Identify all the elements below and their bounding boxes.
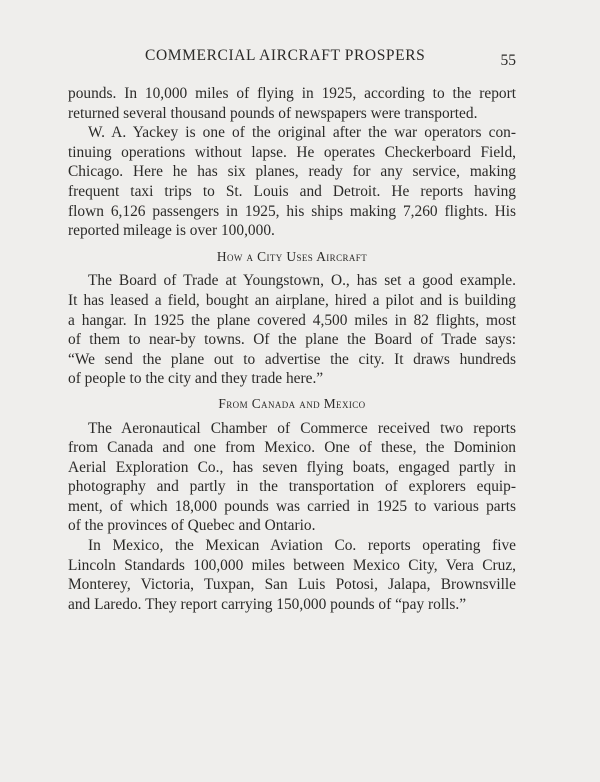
running-head [68, 47, 516, 69]
text-line: tinuing operations without lapse. He operates Checkerboard Field, [68, 143, 516, 161]
text-line: Chicago. Here he has six planes, ready for any service, making [68, 163, 516, 181]
text-line: of them to near-by towns. Of the plane the Board of Trade says: [68, 331, 516, 349]
text-line: Aerial Exploration Co., has seven flying boats, engaged partly in [68, 458, 516, 476]
text-line: frequent taxi trips to St. Louis and Detroit. He reports having [68, 182, 516, 200]
text-line: from Canada and one from Mexico. One of these, the Dominion [68, 439, 516, 457]
text-line: Monterey, Victoria, Tuxpan, San Luis Potosi, Jalapa, Brownsville [68, 576, 516, 594]
text-line: The Aeronautical Chamber of Commerce received two reports [88, 419, 516, 437]
text-line: photography and partly in the transportation of explorers equip- [68, 478, 516, 496]
text-line: and Laredo. They report carrying 150,000 pounds of “pay rolls.” [68, 595, 467, 613]
text-line: The Board of Trade at Youngstown, O., has set a good example. [88, 272, 516, 290]
section-heading: From Canada and Mexico [218, 395, 366, 411]
text-line: returned several thousand pounds of newspapers were transported. [68, 104, 478, 122]
text-line: a hangar. In 1925 the plane covered 4,500 miles in 82 flights, most [68, 311, 516, 329]
text-line: flown 6,126 passengers in 1925, his ships making 7,260 flights. His [68, 202, 516, 220]
text-line: of the provinces of Quebec and Ontario. [68, 517, 316, 535]
text-line: reported mileage is over 100,000. [68, 222, 275, 240]
section-heading: How a City Uses Aircraft [216, 248, 368, 264]
text-line: ment, of which 18,000 pounds was carried in 1925 to various parts [68, 497, 516, 515]
text-line: pounds. In 10,000 miles of flying in 1925, according to the report [68, 85, 516, 102]
text-line: It has leased a field, bought an airplane, hired a pilot and is building [68, 291, 516, 309]
body-text [68, 84, 516, 614]
text-line: “We send the plane out to advertise the city. It draws hundreds [68, 350, 516, 368]
page-number: 55 [500, 52, 516, 69]
text-line: W. A. Yackey is one of the original after the war operators con- [88, 124, 516, 142]
running-head-title: COMMERCIAL AIRCRAFT PROSPERS [145, 47, 426, 64]
text-line: Lincoln Standards 100,000 miles between Mexico City, Vera Cruz, [68, 556, 516, 574]
text-line: of people to the city and they trade here.” [68, 370, 324, 388]
text-line: In Mexico, the Mexican Aviation Co. reports operating five [88, 537, 516, 555]
